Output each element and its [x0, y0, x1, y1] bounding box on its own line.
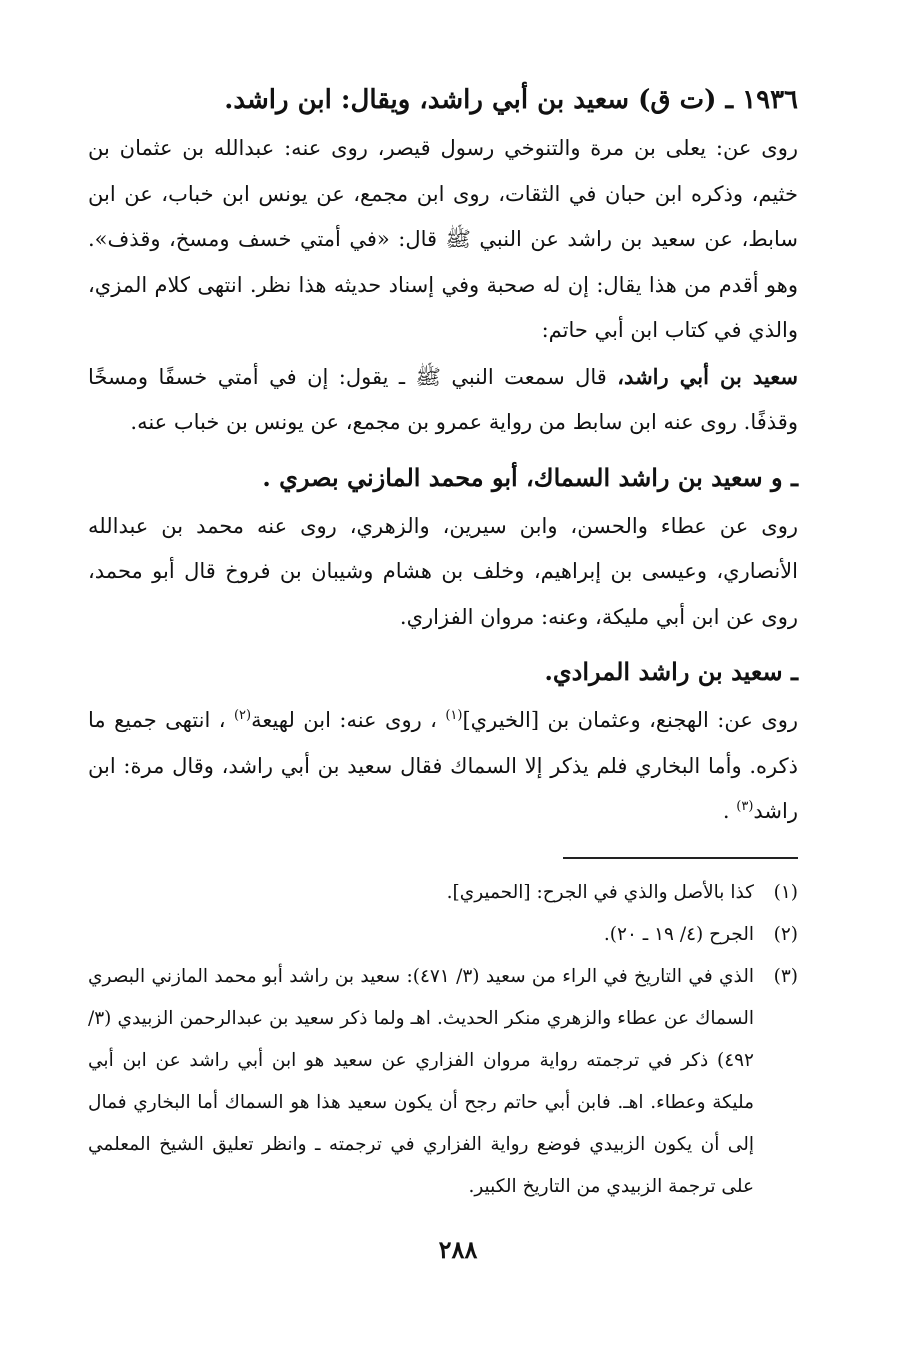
footnote-1 [88, 872, 798, 914]
footnote-text: كذا بالأصل والذي في الجرح: [الحميري]. [446, 881, 754, 903]
entry-paragraph-2 [88, 354, 798, 446]
footnote-rule [563, 857, 798, 859]
entry-paragraph-2-text: قال سمعت النبي ﷺ ـ يقول: إن في أمتي خسفًا ومسخًا وقذفًا. روى عنه ابن سابط من رواية عمرو بن مجمع، عن يونس بن خباب عنه. [88, 364, 798, 434]
footnote-text: الذي في التاريخ في الراء من سعيد (٣/ ٤٧١): سعيد بن راشد أبو محمد المازني البصري السماك عن عطاء والزهري منكر الحديث. اهـ ولما ذكر سعيد بن عبدالرحمن الزبيدي (٣/ ٤٩٢) ذكر في ترجمته رواية مروان الفزاري عن سعيد هو ابن أبي راشد عن ابن أبي مليكة وعطاء. اهـ. فابن أبي حاتم رجح أن يكون سعيد هذا هو السماك أما البخاري فمال إلى أن يكون الزبيدي فوضع رواية الفزاري في ترجمته ـ وانظر تعليق الشيخ المعلمي على ترجمة الزبيدي من التاريخ الكبير. [88, 965, 754, 1197]
footnote-ref-2: (٢) [233, 708, 252, 723]
footnote-2 [88, 914, 798, 956]
section-2-heading: ـ و سعيد بن راشد السماك، أبو محمد المازني بصري . [262, 462, 798, 492]
section-3-heading: ـ سعيد بن راشد المرادي. [544, 657, 798, 686]
section-2-paragraph: روى عن عطاء والحسن، وابن سيرين، والزهري، روى عنه محمد بن عبدالله الأنصاري، وعيسى بن إبراهيم، وخلف بن هشام وشيبان بن فروخ قال أبو محمد، روى عن ابن أبي مليكة، وعنه: مروان الفزاري. [88, 513, 798, 629]
footnote-separator [88, 857, 798, 858]
footnote-text: الجرح (٤/ ١٩ ـ ٢٠). [603, 923, 754, 945]
footnote-number: (٢) [773, 923, 798, 945]
book-page [88, 78, 798, 1208]
section-3-text-1: روى عن: الهجنع، وعثمان بن [الخيري] [462, 708, 798, 732]
section-3-paragraph [88, 698, 798, 835]
section-3-text-3: ، انتهى جميع ما ذكره. وأما البخاري فلم يذكر إلا السماك فقال سعيد بن أبي راشد، وقال مرة: ابن راشد [88, 708, 798, 823]
entry-paragraph-1: روى عن: يعلى بن مرة والتنوخي رسول قيصر، روى عنه: عبدالله بن عثمان بن خثيم، وذكره ابن حبان في الثقات، روى ابن مجمع، عن يونس ابن خباب، عن ابن سابط، عن سعيد بن راشد عن النبي ﷺ قال: «في أمتي خسف ومسخ، وقذف». وهو أقدم من هذا يقال: إن له صحبة وفي إسناد حديثه هذا نظر. انتهى كلام المزي، والذي في كتاب ابن أبي حاتم: [88, 136, 798, 342]
section-3-text-2: ، روى عنه: ابن لهيعة [251, 708, 446, 732]
entry-heading: ١٩٣٦ ـ (ت ق) سعيد بن أبي راشد، ويقال: ابن راشد. [224, 85, 798, 115]
page-number: ٢٨٨ [438, 1235, 478, 1264]
footnote-ref-1: (١) [445, 708, 463, 723]
footnote-number: (٣) [773, 965, 798, 987]
footnote-number: (١) [773, 881, 798, 903]
footnote-ref-3: (٣) [736, 799, 754, 814]
footnote-3 [88, 956, 798, 1208]
entry-paragraph-2-name: سعيد بن أبي راشد، [617, 363, 798, 389]
section-3-text-4: . [722, 799, 737, 823]
